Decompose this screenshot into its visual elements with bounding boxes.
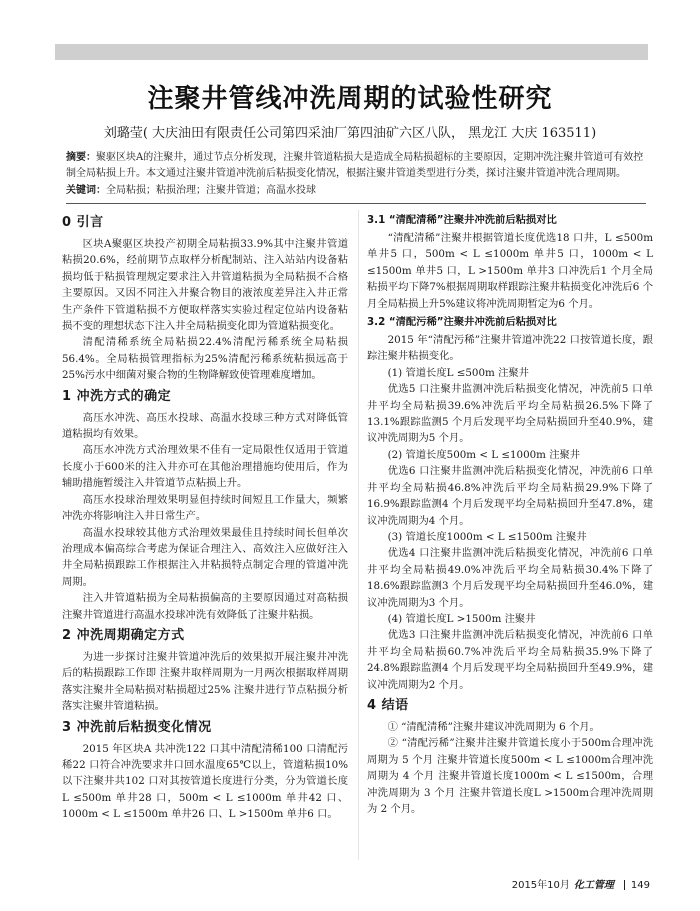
section-heading: 0 引言 — [62, 215, 104, 230]
paragraph: 优选5 口注聚井监测冲洗后粘损变化情况，冲洗前5 口单井平均全局粘损39.6%冲洗后平均全局粘损26.5%下降了13.1%跟踪监测5 个月后发现平均全局粘损回升至40.9%，建议冲洗周期为5 个月。 — [367, 383, 653, 445]
issue-date: 2015年10月 — [511, 880, 570, 891]
list-item: (1) 管道长度L ≤500m 注聚井 — [387, 366, 529, 379]
subsection-heading: 3.1 “清配清稀”注聚井冲洗前后粘损对比 — [367, 214, 557, 226]
keywords-text: 全局粘损；粘损治理；注聚井管道；高温水投球 — [106, 185, 316, 196]
paragraph: 2015 年“清配污稀”注聚井管道冲洗22 口按管道长度，跟踪注聚井粘损变化。 — [367, 334, 653, 363]
right-column — [367, 210, 653, 817]
divider — [66, 203, 646, 204]
paragraph: 高压水冲洗方式治理效果不佳有一定局限性仅适用于管道长度小于600米的注入井亦可在其他治理措施均使用后，作为辅助措施暂缓注入井管道节点粘损上升。 — [62, 444, 348, 490]
paragraph: 优选6 口注聚井监测冲洗后粘损变化情况，冲洗前6 口单井平均全局粘损46.8%冲洗后平均全局粘损29.9%下降了16.9%跟踪监测4 个月后发现平均全局粘损回升至47.8%，建议冲洗周期为4 个月。 — [367, 465, 653, 527]
list-item: (2) 管道长度500m < L ≤1000m 注聚井 — [387, 448, 581, 461]
abstract — [66, 150, 646, 182]
paragraph: 高压水冲洗、高压水投球、高温水投球三种方式对降低管道粘损均有效果。 — [62, 411, 348, 441]
header-bar — [55, 44, 648, 60]
paragraph: 优选3 口注聚井监测冲洗后粘损变化情况，冲洗前6 口单井平均全局粘损60.7%冲洗后平均全局粘损35.9%下降了24.8%跟踪监测4 个月后发现平均全局粘损回升至49.9%，建议冲洗周期为2 个月。 — [367, 629, 653, 691]
paragraph: 高压水投球治理效果明显但持续时间短且工作量大，频繁冲洗亦将影响注入井日常生产。 — [62, 493, 348, 523]
magazine-name: 化工管理 — [573, 880, 614, 891]
paragraph: 2015 年区块A 共冲洗122 口其中清配清稀100 口清配污稀22 口符合冲洗要求井口回水温度65℃以上，管道粘损10%以下注聚井共102 口对其按管道长度进行分类，分为管道长度L ≤500m 单井28 口，500m < L ≤1000m 单井42 口、1000m < L ≤1500m 单井26 口、L >1500m 单井6 口。 — [62, 742, 348, 821]
list-item: (4) 管道长度L >1500m 注聚井 — [387, 612, 536, 625]
list-item: (3) 管道长度1000m < L ≤1500m 注聚井 — [387, 530, 587, 543]
paragraph: 注入井管道粘损为全局粘损偏高的主要原因通过对高粘损注聚井管道进行高温水投球冲洗有效降低了注聚井粘损。 — [62, 592, 348, 621]
footer-separator — [624, 880, 625, 890]
keywords-label: 关键词： — [66, 185, 106, 196]
paragraph: ① “清配清稀”注聚井建议冲洗周期为 6 个月。 — [387, 720, 600, 733]
page-footer — [480, 876, 650, 891]
page-number: 149 — [630, 880, 650, 891]
section-heading: 2 冲洗周期确定方式 — [62, 627, 185, 643]
section-heading: 1 冲洗方式的确定 — [62, 388, 172, 404]
left-column — [62, 210, 348, 823]
paragraph: 高温水投球较其他方式治理效果最佳且持续时间长但单次治理成本偏高综合考虑为保证合理注入、高效注入应做好注入井全局粘损跟踪工作根据注入井粘损特点制定合理的管道冲洗周期。 — [62, 526, 348, 588]
abstract-label: 摘要： — [66, 152, 96, 163]
paragraph: 清配清稀系统全局粘损22.4%清配污稀系统全局粘损56.4%。全局粘损管理指标为25%清配污稀系统粘损远高于25%污水中细菌对聚合物的生物降解致使管理难度增加。 — [62, 336, 348, 382]
paragraph: 为进一步探讨注聚井管道冲洗后的效果拟开展注聚井冲洗后的粘损跟踪工作即 注聚井取样周期为一月两次根据取样周期落实注聚井全局粘损对粘损超过25% 注聚井进行节点粘损分析落实注聚井管道粘损。 — [62, 650, 348, 713]
author-line: 刘璐莹( 大庆油田有限责任公司第四采油厂第四油矿六区八队， 黑龙江 大庆 163511) — [103, 126, 597, 141]
paragraph: 区块A聚驱区块投产初期全局粘损33.9%其中注聚井管道粘损20.6%，经前期节点取样分析配制站、注入站站内设备粘损均低于粘损管理规定要求注入井管道粘损为全局粘损不合格主要原因。又因不同注入井聚合物目的液浓度差异注入井正常生产条件下管道粘损不方便取样落实实验过程定位站内设备粘损不变的理想状态下注入井全局粘损变化即为管道粘损变化。 — [62, 238, 348, 333]
subsection-heading: 3.2 “清配污稀”注聚井冲洗前后粘损对比 — [367, 316, 557, 329]
keywords — [66, 183, 646, 199]
paper-title: 注聚井管线冲洗周期的试验性研究 — [147, 84, 553, 114]
paragraph: “清配清稀”注聚井根据管道长度优选18 口井，L ≤500m 单井5 口，500m < L ≤1000m 单井5 口，1000m < L ≤1500m 单井5 口，L >1500m 单井3 口冲洗后1 个月全局粘损平均下降7%根据周期取样跟踪注聚井粘损变化冲洗后6 个月全局粘损上升5%建议将冲洗周期暂定为6 个月。 — [367, 232, 653, 310]
column-divider — [358, 210, 359, 860]
section-heading: 4 结语 — [367, 697, 409, 713]
paragraph: 优选4 口注聚井监测冲洗后粘损变化情况，冲洗前6 口单井平均全局粘损49.0%冲洗后平均全局粘损30.4%下降了18.6%跟踪监测3 个月后发现平均全局粘损回升至46.0%，建议冲洗周期为3 个月。 — [367, 547, 653, 609]
paragraph: ② “清配污稀”注聚井注聚井管道长度小于500m合理冲洗周期为 5 个月 注聚井管道长度500m < L ≤1000m合理冲洗周期为 4 个月 注聚井管道长度1000m < L ≤1500m，合理冲洗周期为 3 个月 注聚井管道长度L >1500m合理冲洗周期为 2 个月。 — [367, 737, 653, 815]
abstract-text: 聚驱区块A的注聚井，通过节点分析发现，注聚井管道粘损大是造成全局粘损超标的主要原因，定期冲洗注聚井管道可有效控制全局粘损上升。本文通过注聚井管道冲洗前后粘损变化情况，根据注聚井管道类型进行分类，探讨注聚井管道冲洗合理周期。 — [66, 152, 644, 179]
section-heading: 3 冲洗前后粘损变化情况 — [62, 719, 212, 735]
